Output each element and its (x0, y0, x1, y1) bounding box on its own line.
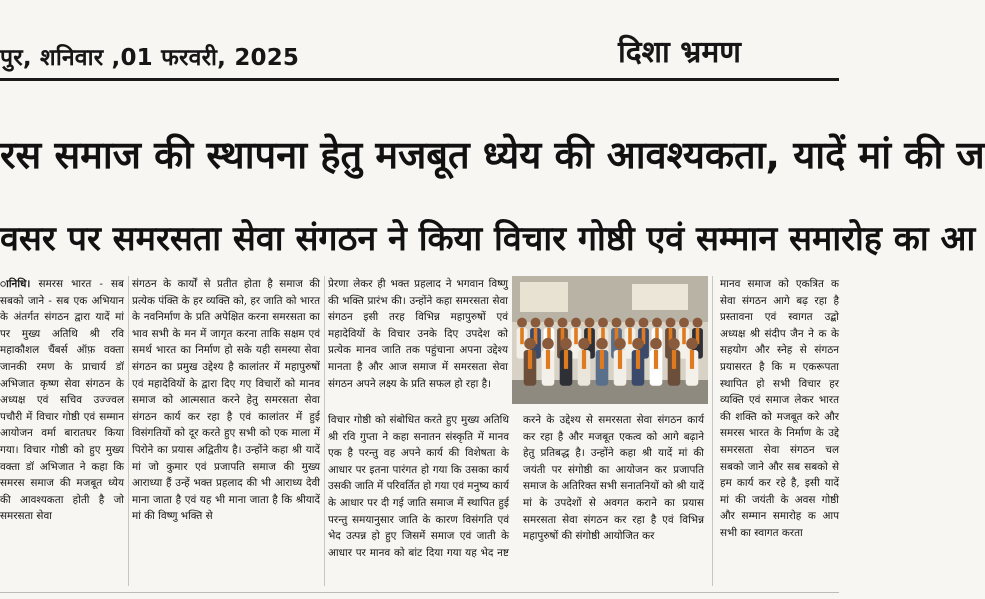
column-4-text: विचार गोष्ठी को संबोधित करते हुए मुख्य अतिथि श्री रवि गुप्ता ने कहा सनातन संस्कृति में मानव एक है परन्तु वह अपने कार्य की विशेषता के आधार पर इतना पारंगत हो गया कि उसका कार्य उसकी जाति में परिवर्तित हो गया एवं मनुष्य कार्य के आधार पर दी गई जाति समाज में स्थापित हुई परन्तु समयानुसार जाति के कारण विसंगति एवं भेद उत्पन्न हो हुए जिसमें समाज एवं जाती के आधार पर मानव को बांट दिया गया यह भेद नष्ट करने के उद्देश्य से समरसता सेवा संगठन कार्य कर रहा है और मजबूत एकत्व को आगे बढ़ाने हेतु प्रतिबद्ध है। उन्होंने कहा श्री यादें मां की जयंती पर संगोष्ठी का आयोजन कर प्रजापति समाज के अतिरिक्त सभी सनातनियों को श्री यादें मां के उपदेशों से अवगत कराने का प्रयास समरसता सेवा संगठन कर रहा है एवं विभिन्न महापुरुषों की संगोष्ठी आयोजित कर (328, 414, 704, 559)
article-column-2 (132, 276, 320, 594)
column-divider (128, 276, 129, 586)
dateline: पुर, शनिवार ,01 फरवरी, 2025 (0, 45, 300, 71)
group-photo-illustration (512, 276, 708, 404)
column-5-text: मानव समाज को एकत्रित क सेवा संगठन आगे बढ़ रहा है प्रस्तावना एवं स्वागत उद्बो अध्यक्ष श्री संदीप जैन ने क के सहयोग और स्नेह से संगठन प्रयासरत है कि म एकरूपता स्थापित हो सभी विचार हर व्यक्ति एवं समाज लेकर भारत की शक्ति को मजबूत करे और समरस भारत के निर्माण के उद्दे समरसता सेवा संगठन चल सबको जाने और सब सबको से हम कार्य कर रहे है, इसी यादें मां की जयंती के अवस गोष्ठी और सम्मान समारोह क आप सभी का स्वागत करता (720, 278, 839, 539)
column-divider (324, 276, 325, 586)
column-divider (712, 276, 713, 586)
article-column-1 (0, 276, 124, 594)
article-column-4 (328, 412, 704, 596)
event-group-photo (512, 276, 708, 404)
newspaper-name: दिशा भ्रमण (617, 35, 741, 70)
column-3-text: प्रेरणा लेकर ही भक्त प्रहलाद ने भगवान विष्णु की भक्ति प्रारंभ की। उन्होंने कहा समरसता सेवा संगठन इसी तरह विभिन्न महापुरुषों एवं महादेवियों के विचार उनके दिए उपदेश को प्रत्येक मानव जाति तक पहुंचाना अपना उद्देश्य मानता है और आज समाज में समरसता सेवा संगठन अपने लक्ष्य के प्रति सफल हो रहा है। (328, 278, 508, 390)
headline-line-2: वसर पर समरसता सेवा संगठन ने किया विचार गोष्ठी एवं सम्मान समारोह का आ (0, 219, 976, 259)
column-2-text: संगठन के कार्यों से प्रतीत होता है समाज की प्रत्येक पंक्ति के हर व्यक्ति को, हर जाति को भारत के नवनिर्माण के प्रति अपेक्षित करना समरसता का भाव सभी के मन में जागृत करना ताकि सक्षम एवं समर्थ भारत का निर्माण हो सके यही समस्या सेवा संगठन का प्रमुख उद्देश्य है कालांतर में महापुरुषों एवं महादेवियों के द्वारा दिए गए विचारों को मानव समाज को आत्मसात करने हेतु समरसता सेवा संगठन कार्य कर रहा है एवं कालांतर में हुई विसंगतियों को दूर करते हुए सभी को एक माला में पिरोने का प्रयास अद्वितीय है। उन्होंने कहा श्री यादें मां जो कुमार एवं प्रजापति समाज की मुख्य आराध्या हैं उन्हें भक्त प्रहलाद की भी आराध्य देवी माना जाता है एवं यह भी माना जाता है कि श्रीयादें मां की विष्णु भक्ति से (132, 278, 320, 523)
dateline-lead: ानिधि। (0, 278, 31, 290)
headline-line-1: रस समाज की स्थापना हेतु मजबूत ध्येय की आवश्यकता, यादें मां की ज (0, 133, 985, 177)
article-column-5 (720, 276, 839, 594)
article-column-3 (328, 276, 508, 408)
masthead (0, 0, 839, 78)
column-1-text: समरस भारत - सब सबको जाने - सब एक अभियान के अंतर्गत संगठन द्वारा यादें मां पर मुख्य अतिथि श्री रवि महाकौशल चैंबर्स ऑफ़ वक्ता जानकी रमण के प्राचार्य डॉ अभिजात कृष्ण सेवा संगठन के अध्यक्ष एवं सचिव उज्ज्वल पचौरी में विचार गोष्ठी एवं सम्मान आयोजन वर्मा बारातघर किया गया। विचार गोष्ठी को हुए मुख्य वक्ता डॉ अभिजात ने कहा कि समरस समाज की मजबूत ध्येय की आवश्यकता होती है जो समरसता सेवा (0, 278, 124, 523)
masthead-rule (0, 78, 839, 81)
page-bottom-rule (0, 592, 839, 593)
